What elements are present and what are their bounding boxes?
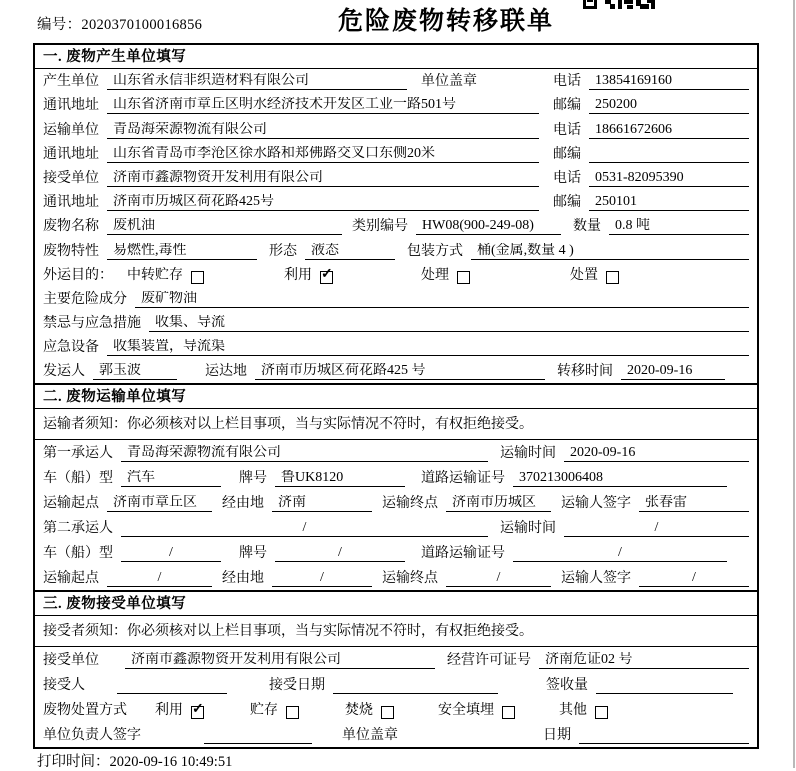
receiver-zip-field: 250101 [589, 194, 749, 211]
producer-unit-field: 山东省永信非织造材料有限公司 [107, 73, 407, 90]
taboo-measures-field: 收集、导流 [149, 315, 749, 332]
checkbox-icon [320, 271, 333, 284]
terminus-label: 运输终点 [382, 496, 438, 512]
waste-name-label: 废物名称 [43, 219, 99, 235]
origin-label: 运输起点 [43, 496, 99, 512]
terminus2-field: / [446, 570, 551, 587]
first-carrier-label: 第一承运人 [43, 446, 113, 462]
carrier-signature-label: 运输人签字 [561, 496, 631, 512]
transfer-time-field: 2020-09-16 [621, 363, 725, 380]
first-carrier-field: 青岛海荣源物流有限公司 [121, 445, 488, 462]
receiver-phone-field: 0531-82095390 [589, 170, 749, 187]
head-signature-row [35, 722, 757, 747]
transfer-time-label: 转移时间 [557, 364, 613, 380]
unit-seal-label: 单位盖章 [421, 74, 477, 90]
second-carrier-field: / [121, 520, 488, 537]
receiver-unit-field: 济南市鑫源物资开发利用有限公司 [107, 170, 539, 187]
producer-address-field: 山东省济南市章丘区明水经济技术开发区工业一路501号 [107, 97, 539, 114]
transport-time2-field: / [564, 520, 749, 537]
option-label: 焚烧 [345, 703, 373, 719]
hazard-component-label: 主要危险成分 [43, 291, 127, 307]
vehicle-type1-field: 汽车 [121, 470, 221, 487]
transport-time-label: 运输时间 [500, 521, 556, 537]
quantity-field: 0.8 吨 [609, 218, 749, 235]
hazard-row [35, 287, 757, 311]
producer-row [35, 69, 757, 93]
carrier-signature2-field: / [639, 570, 749, 587]
vehicle-type2-field: / [121, 545, 221, 562]
address-label: 通讯地址 [43, 98, 99, 114]
print-time-label: 打印时间： [37, 754, 110, 770]
transport-time-label: 运输时间 [500, 446, 556, 462]
quantity-label: 数量 [573, 219, 601, 235]
receiver-row [35, 166, 757, 190]
print-time-value: 2020-09-16 10:49:51 [109, 754, 233, 770]
carrier-signature-label: 运输人签字 [561, 571, 631, 587]
accept-unit-field: 济南市鑫源物资开发利用有限公司 [125, 652, 435, 669]
option-label: 处置 [570, 267, 598, 283]
carrier2-row [35, 515, 757, 540]
carrier1-row [35, 440, 757, 465]
form-field: 液态 [305, 243, 395, 260]
page-right-edge [793, 0, 795, 768]
license-number-label: 经营许可证号 [447, 653, 531, 669]
plate-number-label: 牌号 [239, 546, 267, 562]
producer-zip-field: 250200 [589, 97, 749, 114]
qr-code-fragment [583, 0, 655, 9]
date-label: 日期 [543, 728, 571, 744]
accept-unit-label: 接受单位 [43, 653, 99, 669]
origin1-field: 济南市章丘区 [107, 495, 212, 512]
serial-label: 编号： [37, 17, 82, 33]
category-code-field: HW08(900-249-08) [416, 218, 561, 235]
checkbox-icon [606, 271, 619, 284]
acceptor-field [117, 678, 227, 694]
emergency-equipment-field: 收集装置，导流渠 [107, 339, 749, 356]
option-label: 中转贮存 [127, 267, 183, 283]
disposal-option-utilize [155, 703, 204, 719]
producer-unit-label: 产生单位 [43, 74, 99, 90]
waste-character-field: 易燃性,毒性 [107, 243, 257, 260]
vehicle2-row [35, 540, 757, 565]
producer-address-row [35, 93, 757, 117]
emergency-equipment-label: 应急设备 [43, 340, 99, 356]
license-number-field: 济南危证02 号 [539, 652, 749, 669]
vehicle-type-label: 车（船）型 [43, 546, 113, 562]
checkbox-icon [191, 706, 204, 719]
waste-name-row [35, 214, 757, 238]
carrier-signature1-field: 张春雷 [639, 495, 749, 512]
checkbox-icon [381, 706, 394, 719]
road-permit1-field: 370213006408 [513, 470, 727, 487]
purpose-option-utilize [284, 268, 333, 284]
section3-title: 三. 废物接受单位填写 [35, 590, 757, 616]
option-label: 贮存 [250, 703, 278, 719]
second-carrier-label: 第二承运人 [43, 521, 113, 537]
option-label: 利用 [155, 703, 183, 719]
receiver-address-row [35, 190, 757, 214]
checkbox-icon [595, 706, 608, 719]
head-signature-field [204, 728, 312, 744]
phone-label: 电话 [553, 122, 581, 138]
unit-seal-label: 单位盖章 [342, 728, 398, 744]
via2-field: / [272, 570, 372, 587]
origin2-field: / [107, 570, 212, 587]
terminus-label: 运输终点 [382, 571, 438, 587]
serial-value: 2020370100016856 [81, 17, 203, 33]
transporter-row [35, 117, 757, 141]
shipper-field: 郭玉波 [93, 363, 177, 380]
transporter-notice: 运输者须知：你必须核对以上栏目事项，当与实际情况不符时，有权拒绝接受。 [35, 409, 757, 440]
acceptor-row [35, 672, 757, 697]
zip-label: 邮编 [553, 195, 581, 211]
checkbox-icon [502, 706, 515, 719]
transporter-phone-field: 18661672606 [589, 122, 749, 139]
transporter-zip-field [589, 147, 749, 163]
vehicle-type-label: 车（船）型 [43, 471, 113, 487]
option-label: 处理 [421, 267, 449, 283]
disposal-option-other [559, 703, 608, 719]
packing-label: 包装方式 [407, 243, 463, 259]
accept-date-field [333, 678, 498, 694]
address-label: 通讯地址 [43, 195, 99, 211]
road-permit-label: 道路运输证号 [421, 471, 505, 487]
page-title: 危险废物转移联单 [337, 8, 554, 35]
received-amount-label: 签收量 [546, 678, 588, 694]
receiver-notice: 接受者须知：你必须核对以上栏目事项，当与实际情况不符时，有权拒绝接受。 [35, 616, 757, 647]
disposal-option-landfill [438, 703, 515, 719]
disposal-method-row [35, 697, 757, 722]
plate-number-label: 牌号 [239, 471, 267, 487]
checkbox-icon [457, 271, 470, 284]
zip-label: 邮编 [553, 146, 581, 162]
transporter-unit-field: 青岛海荣源物流有限公司 [107, 122, 539, 139]
checkbox-icon [191, 271, 204, 284]
transporter-address-field: 山东省青岛市李沧区徐水路和郑佛路交叉口东侧20米 [107, 146, 539, 163]
producer-phone-field: 13854169160 [589, 73, 749, 90]
section2-title: 二. 废物运输单位填写 [35, 383, 757, 409]
purpose-option-treat [421, 268, 470, 284]
waste-character-label: 废物特性 [43, 243, 99, 259]
disposal-method-label: 废物处置方式 [43, 703, 127, 719]
purpose-option-dispose [570, 268, 619, 284]
section1-title: 一. 废物产生单位填写 [35, 45, 757, 69]
purpose-row [35, 263, 757, 287]
transporter-address-row [35, 142, 757, 166]
received-amount-field [596, 678, 733, 694]
via-label: 经由地 [222, 496, 264, 512]
waste-name-field: 废机油 [107, 218, 342, 235]
purpose-option-transit-storage [127, 268, 204, 284]
waste-character-row [35, 238, 757, 262]
plate-number2-field: / [275, 545, 405, 562]
transporter-unit-label: 运输单位 [43, 122, 99, 138]
option-label: 其他 [559, 703, 587, 719]
acceptor-label: 接受人 [43, 678, 85, 694]
head-signature-label: 单位负责人签字 [43, 728, 141, 744]
manifest-form [33, 43, 759, 749]
disposal-option-incineration [345, 703, 394, 719]
route2-row [35, 565, 757, 590]
shipper-row [35, 359, 757, 383]
terminus1-field: 济南市历城区 [446, 495, 551, 512]
taboo-row [35, 311, 757, 335]
receiver-address-field: 济南市历城区荷花路425号 [107, 194, 539, 211]
destination-field: 济南市历城区荷花路425 号 [255, 363, 545, 380]
transport-time1-field: 2020-09-16 [564, 445, 749, 462]
receiver-unit-label: 接受单位 [43, 170, 99, 186]
equipment-row [35, 335, 757, 359]
packing-field: 桶(金属,数量 4 ) [471, 243, 749, 260]
plate-number1-field: 鲁UK8120 [275, 470, 405, 487]
origin-label: 运输起点 [43, 571, 99, 587]
road-permit-label: 道路运输证号 [421, 546, 505, 562]
phone-label: 电话 [553, 74, 581, 90]
option-label: 利用 [284, 267, 312, 283]
form-label: 形态 [269, 243, 297, 259]
date-field [579, 728, 749, 744]
hazard-component-field: 废矿物油 [135, 291, 749, 308]
purpose-label: 外运目的： [43, 267, 113, 283]
via-label: 经由地 [222, 571, 264, 587]
road-permit2-field: / [513, 545, 727, 562]
destination-label: 运达地 [205, 364, 247, 380]
accept-unit-row [35, 647, 757, 672]
shipper-label: 发运人 [43, 364, 85, 380]
route1-row [35, 490, 757, 515]
zip-label: 邮编 [553, 98, 581, 114]
option-label: 安全填埋 [438, 703, 494, 719]
taboo-measures-label: 禁忌与应急措施 [43, 316, 141, 332]
via1-field: 济南 [272, 495, 372, 512]
category-code-label: 类别编号 [352, 219, 408, 235]
vehicle1-row [35, 465, 757, 490]
disposal-option-storage [250, 703, 299, 719]
checkbox-icon [286, 706, 299, 719]
phone-label: 电话 [553, 170, 581, 186]
accept-date-label: 接受日期 [269, 678, 325, 694]
address-label: 通讯地址 [43, 146, 99, 162]
